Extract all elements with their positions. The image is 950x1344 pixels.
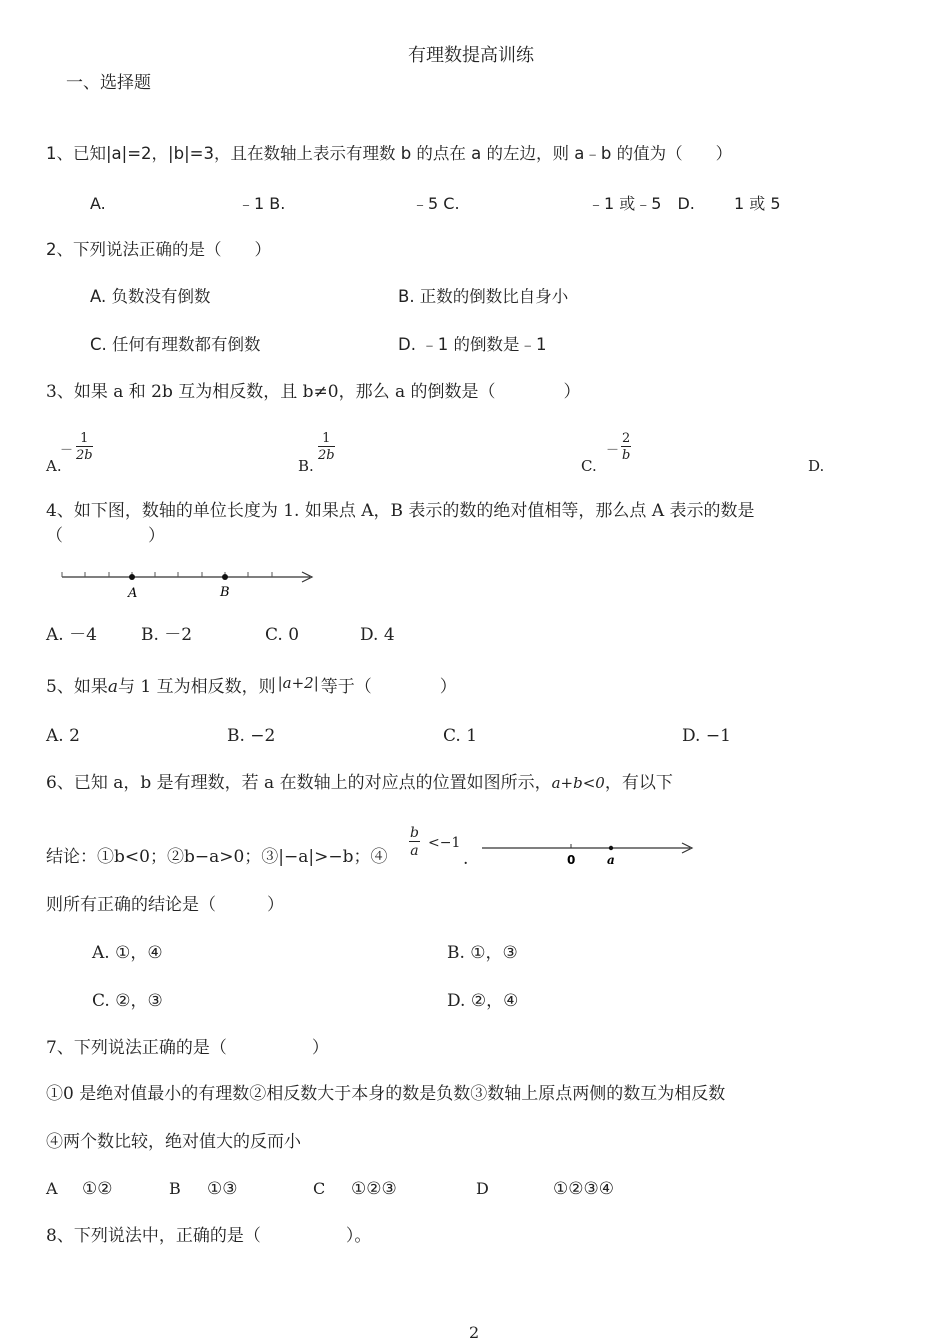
point-a-dot <box>609 846 613 850</box>
q3-option-a-fraction <box>76 432 93 462</box>
q6-option-c: C. ②，③ <box>92 991 163 1011</box>
q4-option: B. －2 <box>141 625 193 645</box>
fraction-numerator: b <box>410 825 419 841</box>
point-a-label: A <box>128 586 138 601</box>
q2-stem: 2、下列说法正确的是（ ） <box>46 240 271 259</box>
q1-option: 1 或 5 <box>734 194 781 213</box>
q1-option: A. <box>90 194 106 213</box>
q5-option: B. −2 <box>227 726 276 746</box>
q3-option-d-label: D. <box>808 457 825 475</box>
q6-fraction <box>409 826 420 858</box>
q4-number-line <box>58 565 320 605</box>
q7-option-b-value: ①③ <box>207 1179 238 1199</box>
q4-stem: 4、如下图，数轴的单位长度为 1. 如果点 A，B 表示的数的绝对值相等，那么点 A 表示的数是 <box>46 501 755 521</box>
q5-stem <box>46 676 457 698</box>
q4-option: C. 0 <box>265 625 300 645</box>
fraction-denominator: 2b <box>318 448 335 463</box>
q2-option-d: D. ﹣1 的倒数是﹣1 <box>398 335 547 354</box>
q3-stem: 3、如果 a 和 2b 互为相反数，且 b≠0，那么 a 的倒数是（ ） <box>46 382 581 402</box>
q5-stem-suffix: 等于（ ） <box>320 677 457 697</box>
q5-option: A. 2 <box>46 726 80 746</box>
fraction-denominator: b <box>621 448 631 463</box>
q5-stem-prefix: 5、如果 <box>46 677 108 697</box>
q5-variable: a <box>107 677 118 697</box>
q4-option: A. －4 <box>46 625 97 645</box>
q6-number-line <box>482 838 698 870</box>
q7-option-d-label: D <box>476 1179 489 1198</box>
q7-option-c-label: C <box>313 1179 326 1198</box>
point-b-dot <box>222 574 228 580</box>
q1-option: ﹣1 或﹣5 D. <box>588 194 695 213</box>
q3-option-c-label: C. <box>581 457 597 475</box>
page-title: 有理数提高训练 <box>408 45 534 66</box>
q7-option-c-value: ①②③ <box>351 1179 397 1199</box>
page-number: 2 <box>469 1323 480 1342</box>
q2-option-a: A. 负数没有倒数 <box>90 287 211 306</box>
q5-stem-middle: 与 1 互为相反数，则 <box>117 677 276 697</box>
q6-fraction-comparison: <−1 <box>428 835 461 851</box>
q3-option-c-sign: － <box>606 443 620 458</box>
q7-option-a-label: A <box>46 1179 58 1198</box>
q6-option-d: D. ②，④ <box>447 991 519 1011</box>
q5-expression: |a+2| <box>277 674 319 692</box>
number-line-ticks <box>62 572 272 577</box>
q6-option-a: A. ①，④ <box>92 943 163 963</box>
section-heading: 一、选择题 <box>66 73 151 93</box>
q7-option-d-value: ①②③④ <box>553 1179 614 1199</box>
q6-option-b: B. ①，③ <box>447 943 518 963</box>
fraction-numerator: 1 <box>318 432 335 447</box>
origin-label: 0 <box>567 853 576 867</box>
q7-option-a-value: ①② <box>82 1179 113 1199</box>
q6-stem-suffix: ，有以下 <box>604 773 673 793</box>
q7-option-b-label: B <box>169 1179 181 1198</box>
q4-option: D. 4 <box>360 625 395 645</box>
fraction-numerator: 1 <box>76 432 93 447</box>
q6-condition: a+b<0 <box>551 774 605 792</box>
q2-option-b: B. 正数的倒数比自身小 <box>398 287 569 306</box>
q7-statements-line2: ④两个数比较，绝对值大的反而小 <box>46 1132 301 1152</box>
q8-stem: 8、下列说法中，正确的是（ ）。 <box>46 1226 372 1246</box>
q1-stem: 1、已知|a|=2，|b|=3，且在数轴上表示有理数 b 的点在 a 的左边，则 a﹣b 的值为（ ） <box>46 144 733 163</box>
q6-conclusions: 结论：①b<0；②b−a>0；③|−a|>−b；④ <box>46 847 388 867</box>
q6-stem <box>46 772 673 794</box>
q3-option-b-fraction <box>318 432 335 462</box>
q6-stem-prefix: 6、已知 a，b 是有理数，若 a 在数轴上的对应点的位置如图所示， <box>46 773 552 793</box>
point-a-dot <box>129 574 135 580</box>
q3-option-b-label: B. <box>298 457 314 475</box>
q4-answer-blank: （ ） <box>46 526 165 546</box>
fraction-denominator: 2b <box>76 448 93 463</box>
fraction-numerator: 2 <box>622 431 631 446</box>
q6-ask: 则所有正确的结论是（ ） <box>46 895 284 915</box>
q2-option-c: C. 任何有理数都有倒数 <box>90 335 261 354</box>
point-a-label: a <box>607 853 615 867</box>
q1-option: ﹣1 B. <box>238 194 286 213</box>
q7-statements-line1: ①0 是绝对值最小的有理数②相反数大于本身的数是负数③数轴上原点两侧的数互为相反数 <box>46 1084 726 1104</box>
q3-option-c-fraction <box>621 432 631 462</box>
point-b-label: B <box>220 585 230 600</box>
q5-option: D. −1 <box>682 726 731 746</box>
q3-option-a-sign: － <box>60 443 74 458</box>
fraction-denominator: a <box>410 843 419 859</box>
q6-period: . <box>463 849 469 869</box>
q7-stem: 7、下列说法正确的是（ ） <box>46 1038 329 1058</box>
q5-option: C. 1 <box>443 726 478 746</box>
q3-option-a-label: A. <box>46 457 62 475</box>
q1-option: ﹣5 C. <box>412 194 460 213</box>
